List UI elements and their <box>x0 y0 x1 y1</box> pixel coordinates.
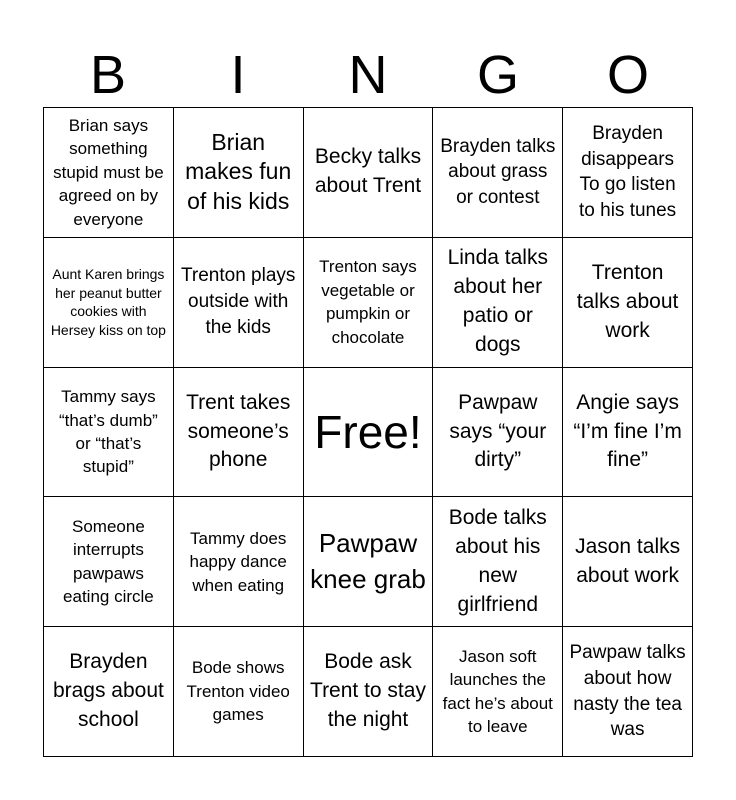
bingo-cell[interactable] <box>433 497 563 627</box>
header-letter-o: O <box>606 45 649 105</box>
bingo-cell[interactable] <box>433 368 563 498</box>
bingo-cell[interactable] <box>563 497 693 627</box>
cell-text: Tammy does happy dance when eating <box>189 528 287 595</box>
cell-text: Trent takes someone’s phone <box>186 390 291 472</box>
bingo-cell[interactable] <box>563 368 693 498</box>
bingo-cell[interactable] <box>44 497 174 627</box>
cell-text: Someone interrupts pawpaws eating circle <box>63 516 154 607</box>
bingo-cell[interactable] <box>304 627 434 757</box>
bingo-cell[interactable] <box>563 238 693 368</box>
bingo-cell[interactable] <box>304 497 434 627</box>
bingo-cell[interactable] <box>433 108 563 238</box>
cell-text: Brayden disappears To go listen to his tunes <box>579 122 677 222</box>
cell-text: Jason talks about work <box>575 534 681 587</box>
bingo-cell[interactable] <box>174 238 304 368</box>
cell-text: Brian makes fun of his kids <box>185 128 292 215</box>
bingo-cell[interactable] <box>563 627 693 757</box>
cell-text: Jason soft launches the fact he’s about to leave <box>442 646 553 737</box>
bingo-cell[interactable] <box>563 108 693 238</box>
bingo-cell[interactable] <box>44 108 174 238</box>
bingo-header <box>43 44 693 106</box>
cell-text: Brayden brags about school <box>52 650 164 732</box>
bingo-cell[interactable] <box>433 627 563 757</box>
cell-text: Brian says something stupid must be agreed on by everyone <box>53 115 164 229</box>
cell-text: Angie says “I’m fine I’m fine” <box>573 390 682 472</box>
cell-text: Bode shows Trenton video games <box>186 658 290 725</box>
cell-text: Brayden talks about grass or contest <box>440 135 556 209</box>
free-space-cell[interactable] <box>304 368 434 498</box>
bingo-cell[interactable] <box>304 238 434 368</box>
cell-text: Tammy says “that’s dumb” or “that’s stupid” <box>58 387 158 477</box>
header-letter-n: N <box>348 45 388 105</box>
cell-text: Bode ask Trent to stay the night <box>310 650 426 732</box>
cell-text: Trenton plays outside with the kids <box>180 265 296 339</box>
bingo-cell[interactable] <box>44 368 174 498</box>
cell-text: Trenton says vegetable or pumpkin or chocolate <box>319 257 417 347</box>
cell-text: Bode talks about his new girlfriend <box>448 505 547 616</box>
cell-text: Trenton talks about work <box>576 260 679 342</box>
header-letter-b: B <box>89 45 127 105</box>
bingo-cell[interactable] <box>174 627 304 757</box>
bingo-board <box>43 107 693 757</box>
cell-text: Aunt Karen brings her peanut butter cookies with Hersey kiss on top <box>50 266 166 338</box>
bingo-cell[interactable] <box>433 238 563 368</box>
bingo-cell[interactable] <box>304 108 434 238</box>
bingo-cell[interactable] <box>174 497 304 627</box>
bingo-cell[interactable] <box>44 627 174 757</box>
cell-text: Pawpaw talks about how nasty the tea was <box>569 641 686 741</box>
cell-text: Linda talks about her patio or dogs <box>447 246 548 357</box>
bingo-cell[interactable] <box>174 368 304 498</box>
header-letter-g: G <box>476 45 519 105</box>
free-space-text: Free! <box>314 405 422 458</box>
cell-text: Pawpaw says “your dirty” <box>449 390 547 472</box>
cell-text: Becky talks about Trent <box>314 145 422 198</box>
bingo-cell[interactable] <box>44 238 174 368</box>
header-letter-i: I <box>230 45 246 105</box>
cell-text: Pawpaw knee grab <box>310 527 426 594</box>
bingo-cell[interactable] <box>174 108 304 238</box>
